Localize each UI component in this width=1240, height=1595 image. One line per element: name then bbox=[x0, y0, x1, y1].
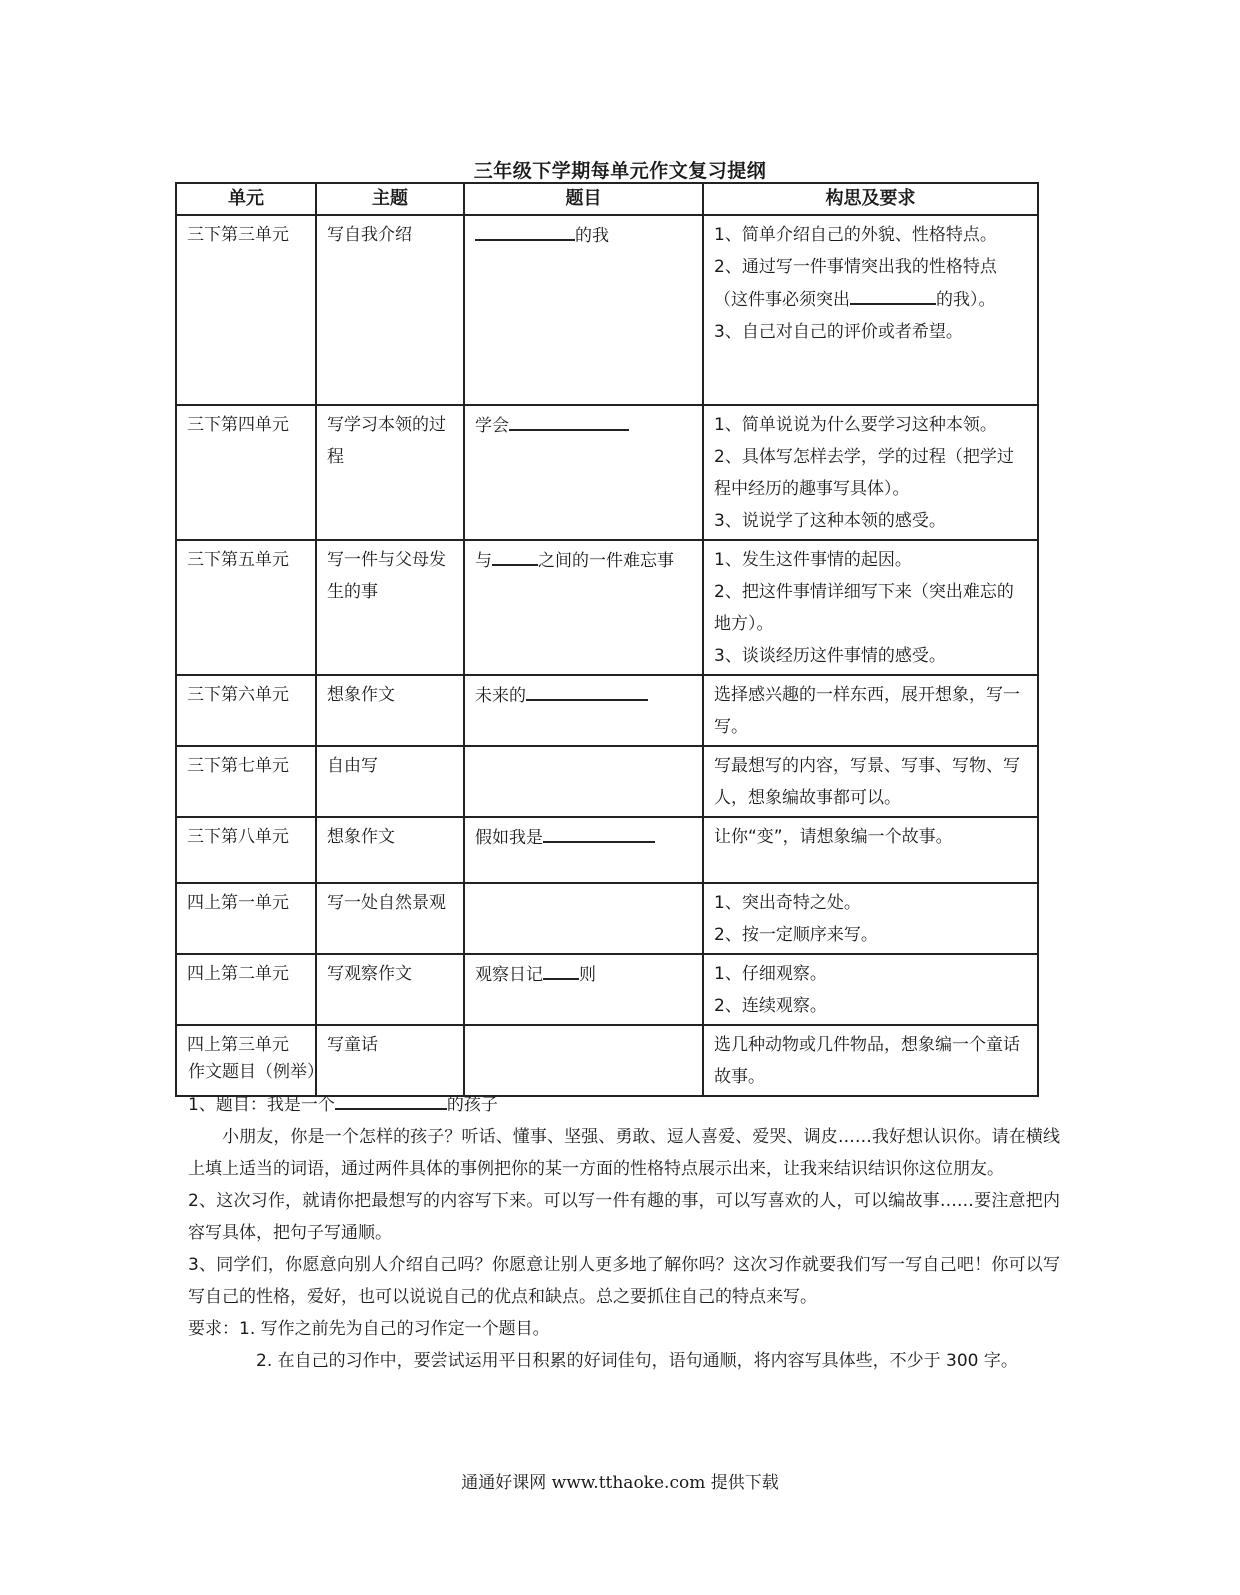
cell-requirements bbox=[703, 954, 1038, 1025]
header-requirements: 构思及要求 bbox=[703, 183, 1038, 215]
requirement-2: 2. 在自己的习作中，要尝试运用平日积累的好词佳句，语句通顺，将内容写具体些，不少于 300 字。 bbox=[256, 1351, 1018, 1371]
cell-requirements bbox=[703, 540, 1038, 675]
cell-unit: 三下第四单元 bbox=[176, 405, 316, 540]
cell-unit: 三下第七单元 bbox=[176, 746, 316, 817]
cell-requirements bbox=[703, 817, 1038, 883]
requirement-line bbox=[714, 821, 1027, 853]
cell-requirements bbox=[703, 746, 1038, 817]
table-row bbox=[176, 405, 1038, 540]
cell-unit: 三下第八单元 bbox=[176, 817, 316, 883]
examples-section bbox=[188, 1056, 1060, 1377]
cell-theme: 写一处自然景观 bbox=[316, 883, 464, 954]
topic-prefix: 未来的 bbox=[475, 686, 526, 706]
requirement-line bbox=[714, 958, 1027, 990]
requirement-text: 1、简单介绍自己的外貌、性格特点。 bbox=[714, 225, 997, 245]
cell-requirements bbox=[703, 405, 1038, 540]
cell-topic bbox=[464, 817, 703, 883]
requirement-text: 3、自己对自己的评价或者希望。 bbox=[714, 322, 963, 342]
requirement-line bbox=[714, 919, 1027, 951]
requirement-text: 2、具体写怎样去学，学的过程（把学过程中经历的趣事写具体）。 bbox=[714, 447, 1014, 499]
example-1-body: 小朋友，你是一个怎样的孩子？听话、懂事、坚强、勇敢、逗人喜爱、爱哭、调皮……我好想认识你。请在横线上填上适当的词语，通过两件具体的事例把你的某一方面的性格特点展示出来，让我来结识结识你这位朋友。 bbox=[188, 1127, 1060, 1179]
example-1-title bbox=[188, 1088, 1060, 1121]
cell-theme: 写童话 bbox=[316, 1025, 464, 1096]
table-header-row bbox=[176, 183, 1038, 215]
example-1-title-post: 的孩子 bbox=[446, 1095, 498, 1115]
cell-requirements bbox=[703, 215, 1038, 405]
requirement-line bbox=[714, 679, 1027, 743]
requirement-text: 让你“变”，请想象编一个故事。 bbox=[714, 827, 953, 847]
cell-unit: 四上第二单元 bbox=[176, 954, 316, 1025]
document-title: 三年级下学期每单元作文复习提纲 bbox=[473, 160, 767, 182]
requirement-line bbox=[714, 640, 1027, 672]
fill-blank bbox=[509, 409, 629, 431]
fill-blank bbox=[526, 679, 648, 701]
requirement-text: 3、说说学了这种本领的感受。 bbox=[714, 511, 946, 531]
requirement-text: 1、仔细观察。 bbox=[714, 964, 827, 984]
requirement-tail: 的我）。 bbox=[936, 290, 996, 310]
requirement-text: 2、按一定顺序来写。 bbox=[714, 925, 878, 945]
header-topic: 题目 bbox=[464, 183, 703, 215]
table-row bbox=[176, 746, 1038, 817]
examples-heading: 作文题目（例举） bbox=[188, 1062, 324, 1082]
requirement-text: 选择感兴趣的一样东西，展开想象，写一写。 bbox=[714, 685, 1020, 737]
cell-unit: 三下第五单元 bbox=[176, 540, 316, 675]
cell-requirements bbox=[703, 675, 1038, 746]
cell-theme: 写自我介绍 bbox=[316, 215, 464, 405]
requirement-1: 要求：1. 写作之前先为自己的习作定一个题目。 bbox=[188, 1319, 550, 1339]
topic-suffix: 之间的一件难忘事 bbox=[538, 551, 674, 571]
requirement-text: 写最想写的内容，写景、写事、写物、写人，想象编故事都可以。 bbox=[714, 756, 1020, 808]
footer-credit: 通通好课网 www.tthaoke.com 提供下载 bbox=[461, 1473, 779, 1493]
requirement-text: 2、连续观察。 bbox=[714, 996, 827, 1016]
header-unit: 单元 bbox=[176, 183, 316, 215]
table-row bbox=[176, 540, 1038, 675]
topic-suffix: 的我 bbox=[575, 226, 609, 246]
requirement-line bbox=[714, 990, 1027, 1022]
requirement-text: 3、谈谈经历这件事情的感受。 bbox=[714, 646, 946, 666]
requirement-line bbox=[714, 505, 1027, 537]
cell-unit: 三下第六单元 bbox=[176, 675, 316, 746]
cell-theme: 写观察作文 bbox=[316, 954, 464, 1025]
requirement-line bbox=[714, 887, 1027, 919]
table-row bbox=[176, 883, 1038, 954]
requirement-text: 选几种动物或几件物品，想象编一个童话故事。 bbox=[714, 1035, 1020, 1087]
cell-topic bbox=[464, 675, 703, 746]
cell-unit: 三下第三单元 bbox=[176, 215, 316, 405]
topic-prefix: 与 bbox=[475, 551, 492, 571]
cell-theme: 想象作文 bbox=[316, 817, 464, 883]
cell-unit: 四上第三单元 bbox=[176, 1025, 316, 1096]
requirement-line bbox=[714, 316, 1027, 348]
header-theme: 主题 bbox=[316, 183, 464, 215]
requirement-line bbox=[714, 409, 1027, 441]
cell-theme: 写学习本领的过程 bbox=[316, 405, 464, 540]
fill-blank bbox=[492, 544, 538, 566]
example-1-title-pre: 1、题目：我是一个 bbox=[188, 1095, 335, 1115]
fill-blank bbox=[475, 219, 575, 241]
topic-prefix: 学会 bbox=[475, 416, 509, 436]
table-row bbox=[176, 215, 1038, 405]
fill-blank bbox=[543, 958, 579, 980]
outline-table bbox=[175, 182, 1039, 1097]
requirement-text: 1、简单说说为什么要学习这种本领。 bbox=[714, 415, 997, 435]
cell-theme: 想象作文 bbox=[316, 675, 464, 746]
fill-blank bbox=[543, 821, 655, 843]
topic-prefix: 观察日记 bbox=[475, 965, 543, 985]
requirement-line bbox=[714, 576, 1027, 640]
table-row bbox=[176, 675, 1038, 746]
cell-theme: 写一件与父母发生的事 bbox=[316, 540, 464, 675]
cell-unit: 四上第一单元 bbox=[176, 883, 316, 954]
fill-blank bbox=[335, 1088, 447, 1110]
fill-blank bbox=[850, 283, 936, 305]
example-2: 2、这次习作，就请你把最想写的内容写下来。可以写一件有趣的事，可以写喜欢的人，可以编故事……要注意把内容写具体，把句子写通顺。 bbox=[188, 1191, 1060, 1243]
requirement-line bbox=[714, 219, 1027, 251]
cell-topic bbox=[464, 540, 703, 675]
cell-theme: 自由写 bbox=[316, 746, 464, 817]
cell-topic bbox=[464, 954, 703, 1025]
requirement-text: 2、把这件事情详细写下来（突出难忘的地方）。 bbox=[714, 582, 1014, 634]
topic-prefix: 假如我是 bbox=[475, 828, 543, 848]
topic-suffix: 则 bbox=[579, 965, 596, 985]
requirement-text: 1、突出奇特之处。 bbox=[714, 893, 861, 913]
table-row bbox=[176, 954, 1038, 1025]
cell-topic bbox=[464, 405, 703, 540]
cell-requirements bbox=[703, 883, 1038, 954]
example-3: 3、同学们，你愿意向别人介绍自己吗？你愿意让别人更多地了解你吗？这次习作就要我们写一写自己吧！你可以写写自己的性格，爱好，也可以说说自己的优点和缺点。总之要抓住自己的特点来写。 bbox=[188, 1255, 1060, 1307]
requirement-text: 1、发生这件事情的起因。 bbox=[714, 550, 912, 570]
cell-topic bbox=[464, 746, 703, 817]
table-row bbox=[176, 817, 1038, 883]
cell-topic bbox=[464, 215, 703, 405]
requirement-line bbox=[714, 441, 1027, 505]
requirement-text: 2、通过写一件事情突出我的性格特点（这件事必须突出 bbox=[714, 257, 997, 310]
requirement-line bbox=[714, 251, 1027, 316]
requirement-line bbox=[714, 750, 1027, 814]
cell-topic bbox=[464, 883, 703, 954]
requirement-line bbox=[714, 544, 1027, 576]
